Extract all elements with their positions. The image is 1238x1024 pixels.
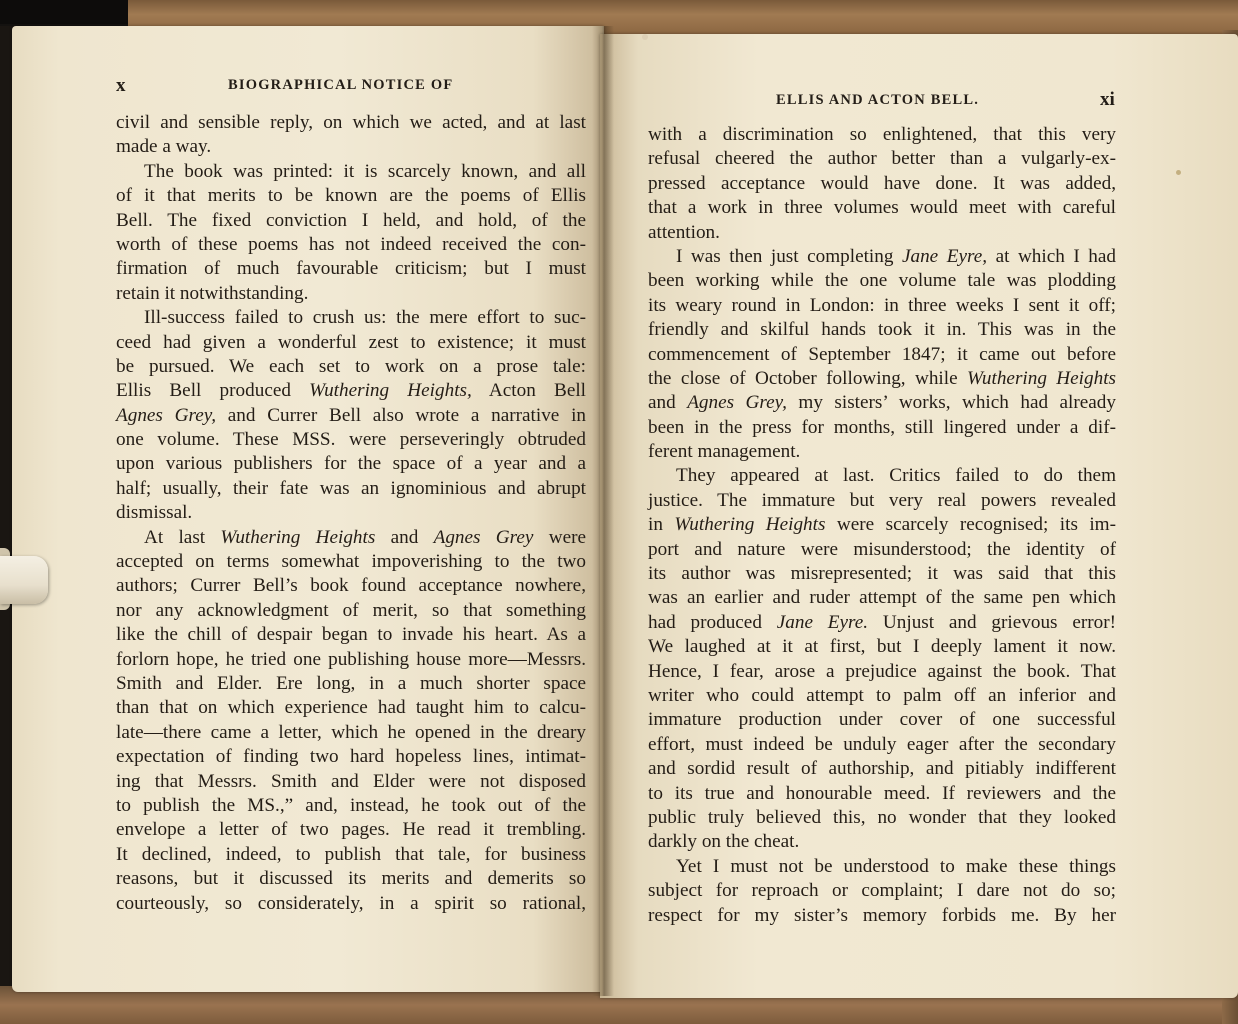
text-line: its weary round in London: in three weeks I sent it off; [648,294,1116,316]
text-line: the close of October following, while Wuthering Heights [648,367,1116,389]
text-line: authors; Currer Bell’s book found acceptance nowhere, [116,575,586,597]
text-line: respect for my sister’s memory forbids me. By her [648,904,1116,926]
text-line: ceed had given a wonderful zest to existence; it must [116,331,586,353]
text-line: refusal cheered the author better than a vulgarly-ex- [648,148,1116,170]
paper-speck [1176,170,1181,175]
text-line: Ellis Bell produced Wuthering Heights, Acton Bell [116,380,587,402]
text-line: port and nature were misunderstood; the identity of [648,538,1116,560]
text-line: expectation of finding two hard hopeless lines, intimat- [116,746,586,768]
text-line: accepted on terms somewhat impoverishing to the two [116,551,586,573]
text-line: retain it notwithstanding. [116,282,309,304]
text-line: writer who could attempt to palm off an inferior and [648,684,1116,706]
text-line: At last Wuthering Heights and Agnes Grey were [144,526,586,548]
text-line: dismissal. [116,502,193,524]
text-line: friendly and skilful hands took it in. This was in the [648,319,1116,341]
text-line: worth of these poems has not indeed received the con- [116,233,586,255]
left-body-text [116,111,586,916]
bookmark-ribbon [0,556,48,604]
text-line: be pursued. We each set to work on a prose tale: [116,355,586,377]
paper-speck [642,34,648,40]
text-line: had produced Jane Eyre. Unjust and grievous error! [648,611,1116,633]
text-line: Ill-success failed to crush us: the mere effort to suc- [144,307,586,329]
text-line: justice. The immature but very real powers revealed [648,489,1116,511]
text-line: of it that merits to be known are the poems of Ellis [116,185,586,207]
text-line: commencement of September 1847; it came out before [648,343,1116,365]
text-line: Agnes Grey, and Currer Bell also wrote a narrative in [116,404,586,426]
text-line: its author was misrepresented; it was said that this [648,563,1116,585]
text-line: and sordid result of authorship, and pitiably indifferent [648,758,1116,780]
left-running-head: BIOGRAPHICAL NOTICE OF [228,77,454,93]
left-page [12,26,604,992]
text-line: firmation of much favourable criticism; but I must [116,258,586,280]
background-shadow [0,0,128,24]
text-line: Yet I must not be understood to make these things [676,855,1116,877]
text-line: courteously, so considerately, in a spirit so rational, [116,892,586,914]
text-line: effort, must indeed be unduly eager after the secondary [648,733,1116,755]
text-line: attention. [648,221,720,243]
text-line: that a work in three volumes would meet with careful [648,197,1116,219]
text-line: to publish the MS.,” and, instead, he took out of the [116,794,586,816]
text-line: They appeared at last. Critics failed to do them [676,465,1116,487]
text-line: half; usually, their fate was an ignominious and abrupt [116,477,586,499]
text-line: been working while the one volume tale was plodding [648,270,1116,292]
text-line: made a way. [116,136,212,158]
text-line: to its true and honourable meed. If reviewers and the [648,782,1116,804]
text-line: one volume. These MSS. were perseveringly obtruded [116,429,586,451]
text-line: nor any acknowledgment of merit, so that something [116,599,586,621]
text-line: was an earlier and ruder attempt of the same pen which [648,587,1116,609]
text-line: late—there came a letter, which he opened in the dreary [116,721,586,743]
text-line: in Wuthering Heights were scarcely recognised; its im- [648,514,1116,536]
text-line: upon various publishers for the space of a year and a [116,453,586,475]
text-line: The book was printed: it is scarcely known, and all [144,160,586,182]
left-page-number: x [116,75,126,96]
text-line: been in the press for months, still lingered under a dif- [648,416,1116,438]
text-line: with a discrimination so enlightened, that this very [648,124,1116,145]
text-line: and Agnes Grey, my sisters’ works, which had already [648,392,1116,414]
right-page [600,34,1238,998]
text-line: I was then just completing Jane Eyre, at which I had [676,245,1116,267]
text-line: civil and sensible reply, on which we acted, and at last [116,112,586,133]
text-line: immature production under cover of one successful [648,709,1116,731]
text-line: reasons, but it discussed its merits and demerits so [116,868,586,890]
right-page-number: xi [1100,89,1115,110]
text-line: envelope a letter of two pages. He read it trembling. [116,819,586,841]
text-line: It declined, indeed, to publish that tale, for business [116,843,586,865]
text-line: subject for reproach or complaint; I dare not do so; [648,880,1116,902]
text-line: Hence, I fear, arose a prejudice against the book. That [648,660,1116,682]
page-gutter [592,26,614,996]
text-line: darkly on the cheat. [648,831,800,853]
text-line: than that on which experience had taught him to calcu- [116,697,586,719]
text-line: like the chill of despair began to invade his heart. As a [116,624,586,646]
text-line: forlorn hope, he tried one publishing house more—Messrs. [116,648,586,670]
right-body-text [648,123,1116,928]
text-line: ing that Messrs. Smith and Elder were not disposed [116,770,586,792]
right-running-head: ELLIS AND ACTON BELL. [776,92,980,108]
text-line: pressed acceptance would have done. It was added, [648,172,1116,194]
text-line: We laughed at it at first, but I deeply lament it now. [648,636,1116,658]
text-line: Smith and Elder. Ere long, in a much shorter space [116,672,586,694]
text-line: ferent management. [648,441,801,463]
text-line: public truly believed this, no wonder that they looked [648,806,1116,828]
text-line: Bell. The fixed conviction I held, and hold, of the [116,209,586,231]
